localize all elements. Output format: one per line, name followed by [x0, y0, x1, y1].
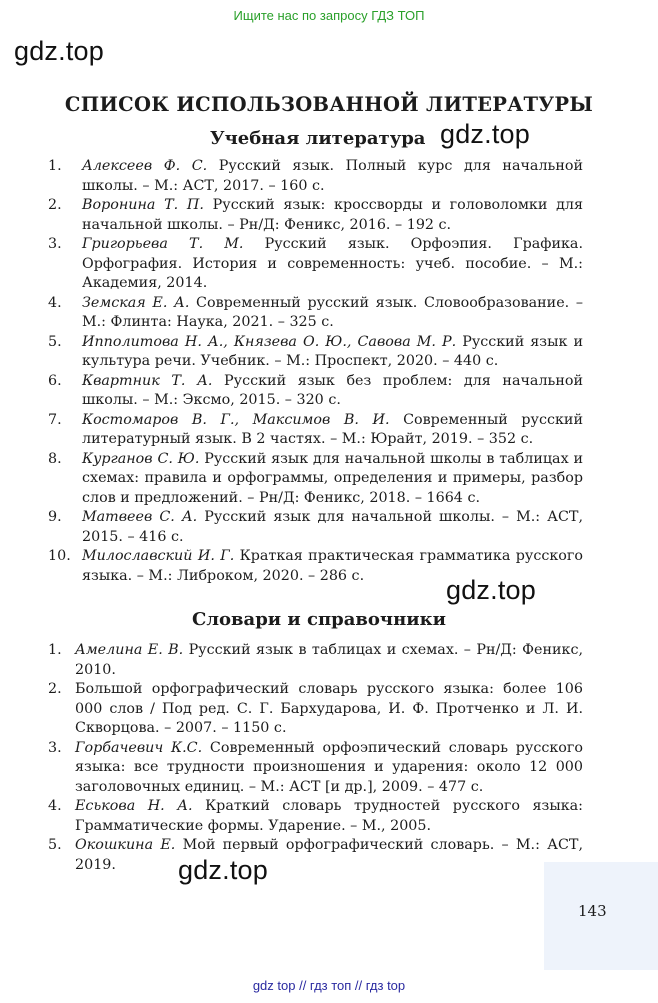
list-item — [48, 547, 583, 586]
list-item — [48, 294, 583, 333]
entry-text: Русский язык в таблицах и схемах. – Рн/Д: Феникс, 2010. — [75, 642, 583, 678]
dictionary-list — [48, 641, 583, 875]
entry-number: 9. — [48, 509, 62, 525]
entry-text: Современный орфоэпический словарь русского языка: все трудности произношения и ударения: около 12 000 заголовочных единиц. – М.: АСТ [и др.], 2009. – 477 с. — [75, 739, 583, 795]
list-item — [48, 836, 583, 875]
entry-author: Воронина Т. П. — [82, 197, 204, 213]
entry-author: Курганов С. Ю. — [82, 450, 200, 467]
entry-number: 10. — [48, 548, 71, 564]
entry-number: 2. — [48, 197, 62, 213]
entry-number: 4. — [48, 798, 62, 814]
list-item — [48, 235, 583, 294]
section-heading-textbooks: Учебная литература — [210, 128, 426, 149]
list-item — [48, 196, 583, 235]
list-item — [48, 157, 583, 196]
entry-number: 5. — [48, 837, 62, 853]
entry-text: Мой первый орфографический словарь. – М.: АСТ, 2019. — [75, 837, 583, 873]
entry-number: 7. — [48, 411, 62, 428]
section-heading-dictionaries: Словари и справочники — [192, 609, 446, 630]
list-item — [48, 372, 583, 411]
entry-text: Современный русский литературный язык. В 2 частях. – М.: Юрайт, 2019. – 352 с. — [82, 411, 583, 447]
page-number: 143 — [578, 902, 607, 920]
entry-author: Еськова Н. А. — [75, 798, 193, 814]
entry-text: Русский язык. Орфоэпия. Графика. Орфография. История и современность: учеб. пособие. – М.: Академия, 2014. — [82, 236, 583, 291]
entry-author: Земская Е. А. — [82, 294, 190, 311]
list-item — [48, 739, 583, 798]
watermark: gdz.top — [440, 119, 530, 149]
entry-text: Краткий словарь трудностей русского языка: Грамматические формы. Ударение. – М., 2005. — [75, 798, 583, 834]
top-banner: Ищите нас по запросу ГДЗ ТОП — [233, 8, 425, 23]
entry-author: Горбачевич К.С. — [75, 739, 203, 756]
list-item — [48, 797, 583, 836]
list-item — [48, 680, 583, 739]
entry-author: Квартник Т. А. — [82, 372, 213, 389]
entry-number: 6. — [48, 372, 62, 389]
entry-number: 1. — [48, 642, 62, 658]
entry-text: Русский язык для начальной школы в таблицах и схемах: правила и орфограммы, определения и примеры, разбор слов и предложений. – Рн/Д: Феникс, 2018. – 1664 с. — [82, 450, 583, 506]
entry-text: Русский язык для начальной школы. – М.: АСТ, 2015. – 416 с. — [82, 509, 583, 545]
entry-author: Григорьева Т. М. — [82, 236, 244, 252]
list-item — [48, 450, 583, 509]
page-title: СПИСОК ИСПОЛЬЗОВАННОЙ ЛИТЕРАТУРЫ — [64, 93, 594, 116]
entry-text: Современный русский язык. Словообразование. – М.: Флинта: Наука, 2021. – 325 с. — [82, 294, 583, 330]
entry-author: Алексеев Ф. С. — [82, 158, 208, 174]
list-item — [48, 508, 583, 547]
entry-number: 5. — [48, 333, 62, 350]
entry-text: Краткая практическая грамматика русского языка. – М.: Либроком, 2020. – 286 с. — [82, 548, 583, 584]
entry-author: Костомаров В. Г., Максимов В. И. — [82, 411, 390, 428]
watermark: gdz.top — [446, 575, 536, 605]
entry-author: Окошкина Е. — [75, 837, 176, 853]
entry-number: 4. — [48, 294, 62, 311]
list-item — [48, 333, 583, 372]
watermark: gdz.top — [14, 36, 104, 66]
entry-number: 3. — [48, 739, 62, 756]
entry-number: 3. — [48, 236, 62, 252]
list-item — [48, 411, 583, 450]
entry-text: Русский язык: кроссворды и головоломки для начальной школы. – Рн/Д: Феникс, 2016. – 192 с. — [82, 197, 584, 233]
entry-text: Русский язык. Полный курс для начальной школы. – М.: АСТ, 2017. – 160 с. — [82, 158, 583, 194]
entry-text: Русский язык без проблем: для начальной школы. – М.: Эксмо, 2015. – 320 с. — [82, 372, 583, 408]
entry-text: Большой орфографический словарь русского языка: более 106 000 слов / Под ред. С. Г. Бархударова, И. Ф. Протченко и Л. И. Скворцова. – 2007. – 1150 с. — [75, 681, 583, 736]
entry-author: Матвеев С. А. — [82, 509, 198, 525]
watermark: gdz.top — [178, 855, 268, 885]
entry-author: Амелина Е. В. — [75, 642, 184, 658]
textbook-list — [48, 157, 583, 586]
list-item — [48, 641, 583, 680]
entry-text: Русский язык и культура речи. Учебник. – М.: Проспект, 2020. – 440 с. — [82, 333, 583, 369]
entry-number: 1. — [48, 158, 62, 174]
entry-number: 8. — [48, 450, 62, 467]
entry-number: 2. — [48, 681, 62, 697]
entry-author: Милославский И. Г. — [82, 548, 235, 564]
footer-links: gdz top // гдз топ // гдз top — [252, 978, 406, 993]
entry-author: Ипполитова Н. А., Князева О. Ю., Савова М. Р. — [82, 333, 457, 350]
